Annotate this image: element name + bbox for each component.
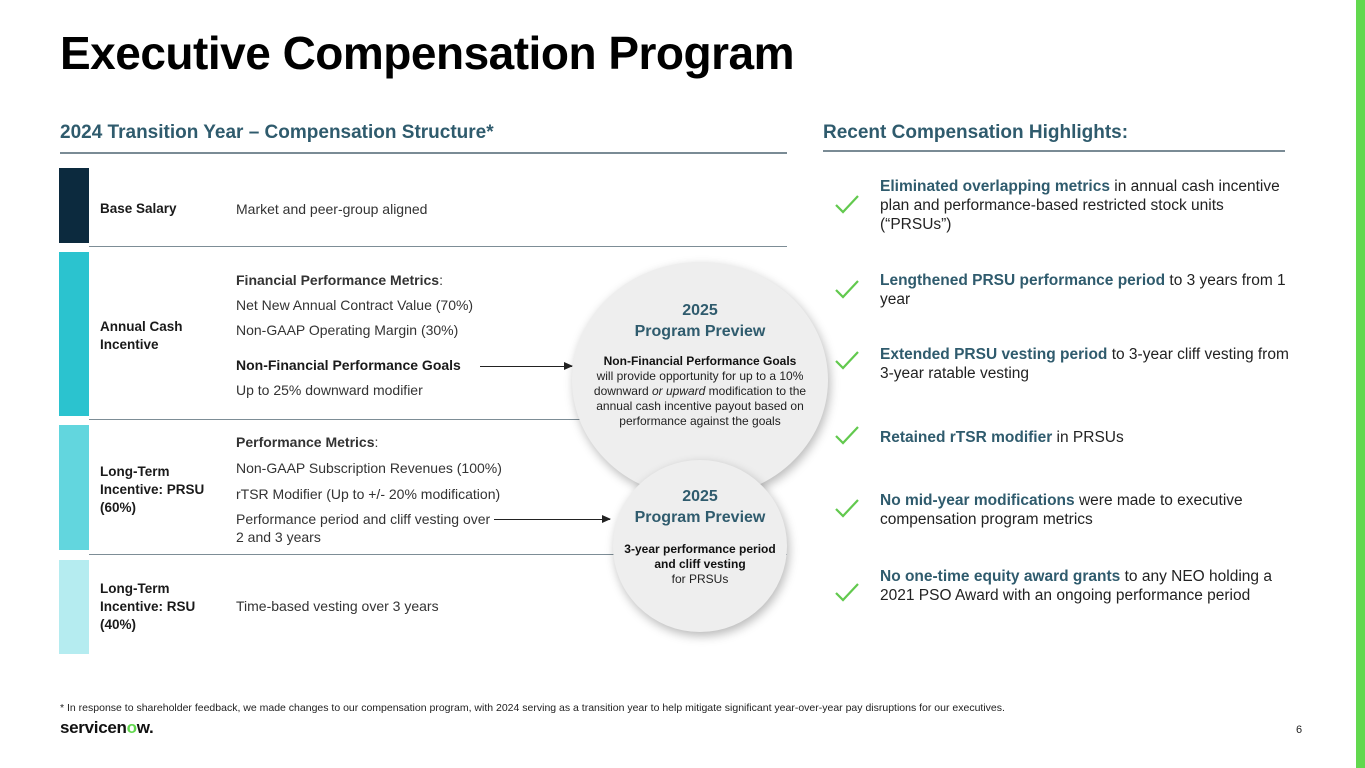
highlight-item: No one-time equity award grants to any NEO holding a 2021 PSO Award with an ongoing performance period	[880, 568, 1272, 604]
performance-metrics-heading: Performance Metrics:	[236, 434, 379, 450]
annual-cash-band	[59, 252, 89, 416]
check-icon	[833, 580, 861, 604]
page-number: 6	[1296, 724, 1303, 736]
preview-1-name: Program Preview	[634, 323, 766, 340]
preview-2-year: 2025	[682, 488, 718, 505]
preview-2-name: Program Preview	[634, 509, 766, 526]
performance-period-text: Performance period and cliff vesting over 2 and 3 years	[236, 511, 491, 545]
preview-1-body: Non-Financial Performance Goals will provide opportunity for up to a 10% downward or upward modification to the annual cash incentive payout based on performance against the goals	[593, 354, 807, 428]
base-salary-text: Market and peer-group aligned	[236, 201, 428, 217]
row-divider	[89, 246, 787, 247]
row-label-rsu: Long-Term Incentive: RSU (40%)	[100, 581, 196, 632]
metric-nnacv: Net New Annual Contract Value (70%)	[236, 297, 474, 313]
footnote: * In response to shareholder feedback, we made changes to our compensation program, with 2024 serving as a transition year to help mitigate significant year-over-year pay disruptions for our executives.	[60, 702, 1005, 714]
rsu-band	[59, 560, 89, 654]
check-icon	[833, 348, 861, 372]
highlight-item: Extended PRSU vesting period to 3-year cliff vesting from 3-year ratable vesting	[880, 346, 1289, 382]
structure-heading-rule	[60, 152, 787, 154]
row-label-annual-cash: Annual Cash Incentive	[100, 319, 183, 352]
base-salary-band	[59, 168, 89, 243]
accent-bar	[1356, 0, 1365, 768]
highlights-heading: Recent Compensation Highlights:	[823, 122, 1129, 143]
servicenow-logo: servicenow.	[60, 718, 154, 737]
non-financial-goals-heading: Non-Financial Performance Goals	[236, 357, 461, 373]
prsu-band	[59, 425, 89, 550]
highlight-item: Lengthened PRSU performance period to 3 years from 1 year	[880, 272, 1286, 308]
rsu-vesting-text: Time-based vesting over 3 years	[236, 598, 439, 614]
preview-2-body: 3-year performance period and cliff vesting for PRSUs	[624, 542, 776, 586]
highlight-item: Retained rTSR modifier in PRSUs	[880, 429, 1124, 446]
check-icon	[833, 496, 861, 520]
financial-metrics-heading: Financial Performance Metrics:	[236, 272, 443, 288]
program-preview-circle-2	[613, 460, 787, 632]
highlights-heading-rule	[823, 150, 1285, 152]
arrow-to-preview-1	[480, 366, 572, 367]
metric-rtsr-modifier: rTSR Modifier (Up to +/- 20% modification)	[236, 486, 501, 502]
highlight-item: No mid-year modifications were made to executive compensation program metrics	[880, 492, 1243, 528]
metric-op-margin: Non-GAAP Operating Margin (30%)	[236, 322, 459, 338]
row-label-base-salary: Base Salary	[100, 201, 177, 216]
structure-heading: 2024 Transition Year – Compensation Structure*	[60, 122, 494, 143]
check-icon	[833, 192, 861, 216]
highlight-item: Eliminated overlapping metrics in annual cash incentive plan and performance-based restricted stock units (“PRSUs”)	[880, 178, 1280, 233]
arrow-to-preview-2	[494, 519, 610, 520]
row-label-prsu: Long-Term Incentive: PRSU (60%)	[100, 464, 205, 515]
page-title: Executive Compensation Program	[60, 27, 794, 79]
check-icon	[833, 277, 861, 301]
metric-subscription-revenues: Non-GAAP Subscription Revenues (100%)	[236, 460, 502, 476]
downward-modifier-text: Up to 25% downward modifier	[236, 382, 423, 398]
preview-1-year: 2025	[682, 302, 718, 319]
check-icon	[833, 423, 861, 447]
